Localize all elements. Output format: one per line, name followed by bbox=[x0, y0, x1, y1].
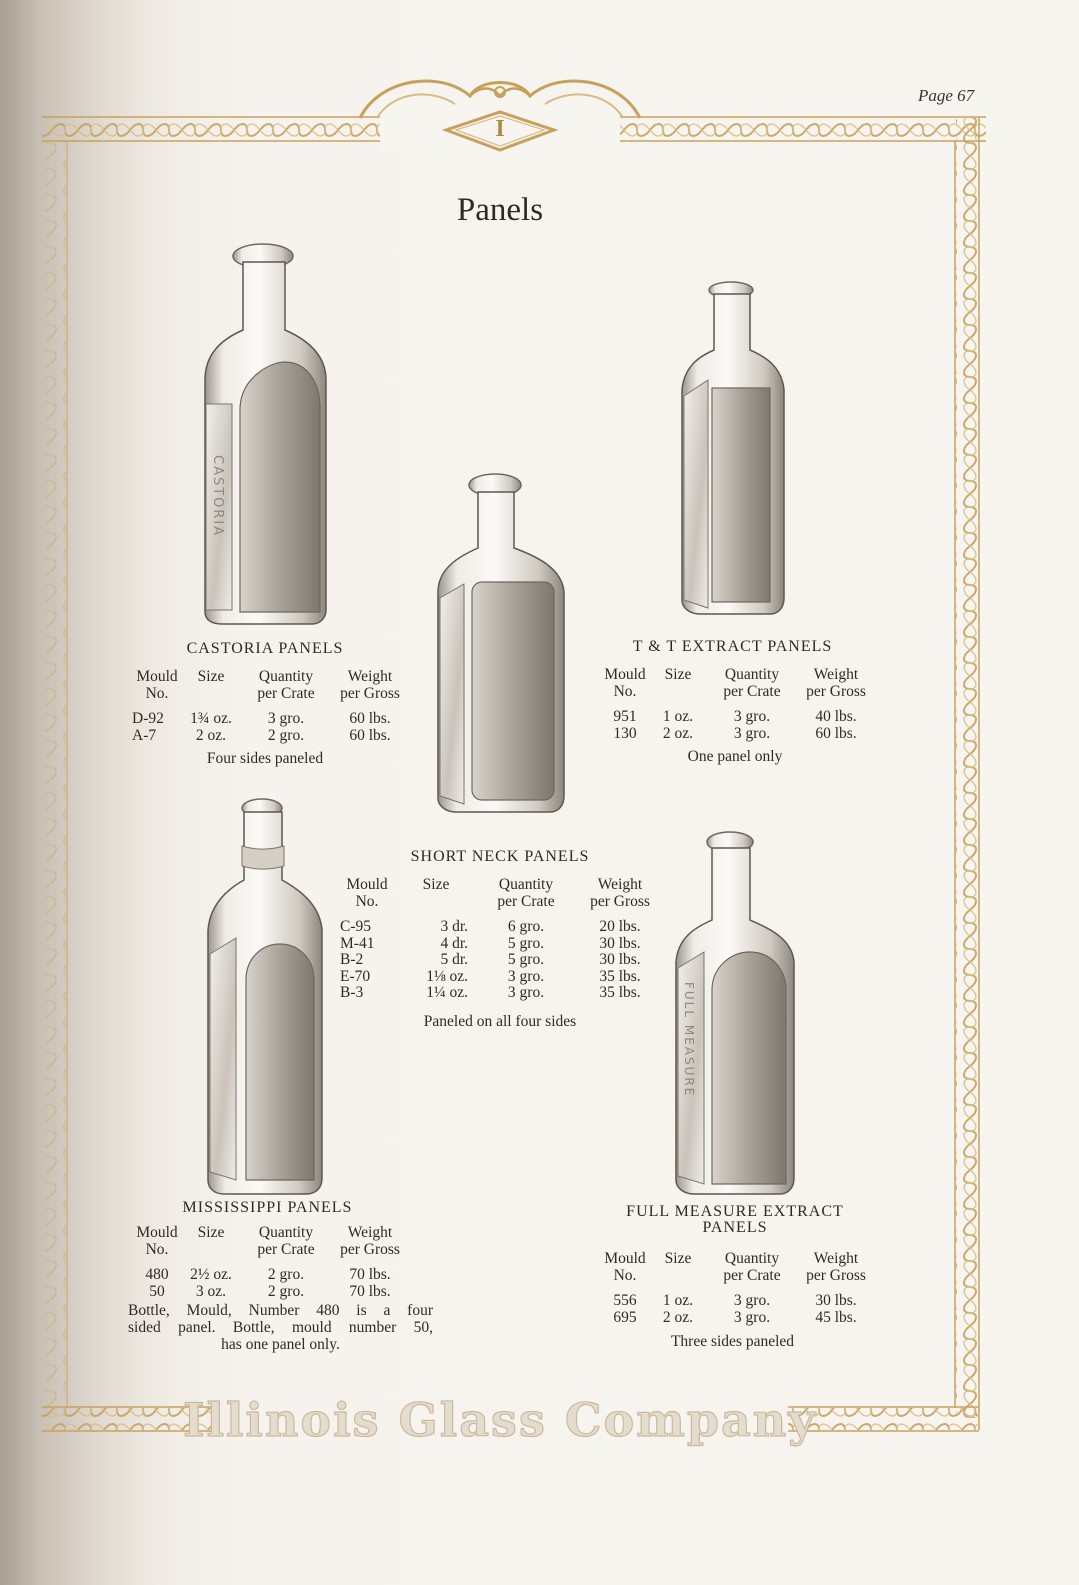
cell-qty: 2 gro. bbox=[267, 726, 305, 744]
table-row bbox=[340, 969, 666, 986]
table-row bbox=[132, 1284, 408, 1301]
header-quantity: Quantity bbox=[724, 666, 780, 683]
header-per-gross: per Gross bbox=[806, 682, 866, 700]
cell-weight: 70 lbs. bbox=[349, 1282, 391, 1300]
header-per-crate: per Crate bbox=[723, 682, 781, 700]
header-per-crate: per Crate bbox=[497, 892, 555, 910]
castoria-spec-table bbox=[132, 669, 408, 744]
mississippi-spec-table bbox=[132, 1225, 408, 1300]
header-mould: Mould bbox=[136, 668, 178, 685]
cell-weight: 35 lbs. bbox=[599, 967, 641, 985]
header-quantity: Quantity bbox=[724, 1250, 780, 1267]
cell-size: 1⅛ oz. bbox=[426, 967, 468, 985]
cell-size: 1¾ oz. bbox=[190, 710, 232, 727]
header-mould: Mould bbox=[604, 666, 646, 683]
header-weight: Weight bbox=[813, 1250, 859, 1267]
tt-extract-bottle-image bbox=[682, 282, 784, 614]
table-row bbox=[600, 709, 874, 726]
cell-mould: 695 bbox=[613, 1308, 637, 1326]
header-weight: Weight bbox=[597, 876, 643, 893]
cell-mould: C-95 bbox=[340, 918, 371, 935]
header-weight: Weight bbox=[347, 668, 393, 685]
cell-weight: 30 lbs. bbox=[599, 951, 641, 968]
cell-size: 5 dr. bbox=[440, 951, 468, 968]
header-mould: Mould bbox=[136, 1224, 178, 1241]
full-measure-caption-line-2: PANELS bbox=[702, 1219, 768, 1236]
tt-extract-caption: T & T EXTRACT PANELS bbox=[632, 638, 833, 655]
header-no: No. bbox=[145, 684, 169, 702]
cell-weight: 60 lbs. bbox=[349, 710, 391, 727]
tt-extract-note: One panel only bbox=[687, 748, 783, 765]
header-per-crate: per Crate bbox=[723, 1266, 781, 1284]
table-row bbox=[132, 1267, 408, 1284]
header-size: Size bbox=[197, 668, 225, 685]
cell-mould: E-70 bbox=[340, 967, 371, 985]
cell-size: 2½ oz. bbox=[190, 1266, 232, 1283]
mississippi-bottle-image bbox=[208, 799, 322, 1194]
table-row bbox=[600, 1293, 874, 1310]
full-measure-embossing: FULL MEASURE bbox=[682, 982, 696, 1098]
cell-mould: D-92 bbox=[132, 710, 164, 727]
cell-size: 1 oz. bbox=[662, 1292, 694, 1309]
header-weight: Weight bbox=[813, 666, 859, 683]
header-size: Size bbox=[422, 876, 450, 893]
footer-brand-text: Illinois Glass Company bbox=[183, 1393, 817, 1447]
header-no: No. bbox=[145, 1240, 169, 1258]
cell-qty: 3 gro. bbox=[267, 710, 305, 727]
short-neck-caption: SHORT NECK PANELS bbox=[410, 848, 590, 865]
cell-qty: 3 gro. bbox=[733, 708, 771, 725]
cell-weight: 60 lbs. bbox=[815, 724, 857, 742]
castoria-note: Four sides paneled bbox=[206, 750, 324, 767]
cell-qty: 5 gro. bbox=[507, 934, 545, 952]
cell-qty: 3 gro. bbox=[733, 1292, 771, 1309]
table-row bbox=[340, 919, 666, 936]
cell-mould: 50 bbox=[149, 1282, 165, 1300]
header-per-gross: per Gross bbox=[590, 892, 650, 910]
emblem-letter: I bbox=[495, 116, 505, 142]
castoria-bottle-image bbox=[205, 244, 326, 624]
cell-mould: 556 bbox=[613, 1292, 637, 1309]
cell-qty: 3 gro. bbox=[733, 1308, 771, 1326]
cell-mould: B-3 bbox=[340, 984, 364, 1001]
cell-weight: 30 lbs. bbox=[815, 1292, 857, 1309]
header-size: Size bbox=[664, 666, 692, 683]
header-no: No. bbox=[613, 682, 637, 700]
header-per-gross: per Gross bbox=[340, 684, 400, 702]
cell-qty: 5 gro. bbox=[507, 951, 545, 968]
header-quantity: Quantity bbox=[498, 876, 554, 893]
header-quantity: Quantity bbox=[258, 668, 314, 685]
header-per-crate: per Crate bbox=[257, 684, 315, 702]
header-size: Size bbox=[664, 1250, 692, 1267]
cell-mould: A-7 bbox=[132, 726, 157, 744]
cell-qty: 2 gro. bbox=[267, 1266, 305, 1283]
table-row bbox=[340, 936, 666, 953]
full-measure-note: Three sides paneled bbox=[670, 1333, 795, 1350]
mississippi-note-line-3: has one panel only. bbox=[221, 1336, 340, 1353]
cell-mould: 130 bbox=[613, 724, 637, 742]
cell-mould: 480 bbox=[145, 1266, 169, 1283]
cell-size: 2 oz. bbox=[195, 726, 227, 744]
footer-brand bbox=[0, 1393, 1000, 1447]
cell-qty: 2 gro. bbox=[267, 1282, 305, 1300]
header-per-crate: per Crate bbox=[257, 1240, 315, 1258]
cell-mould: B-2 bbox=[340, 951, 364, 968]
table-row bbox=[600, 1310, 874, 1327]
header-per-gross: per Gross bbox=[340, 1240, 400, 1258]
table-row bbox=[132, 728, 408, 745]
cell-mould: M-41 bbox=[340, 934, 375, 952]
full-measure-caption-line-1: FULL MEASURE EXTRACT bbox=[626, 1203, 844, 1220]
cell-size: 2 oz. bbox=[662, 1308, 694, 1326]
tt-extract-spec-table bbox=[600, 667, 874, 742]
mississippi-note-line-2: sided panel. Bottle, mould number 50, bbox=[128, 1319, 433, 1336]
header-no: No. bbox=[613, 1266, 637, 1284]
mississippi-caption: MISSISSIPPI PANELS bbox=[182, 1199, 353, 1216]
header-mould: Mould bbox=[604, 1250, 646, 1267]
cell-size: 1¼ oz. bbox=[426, 984, 468, 1001]
cell-size: 2 oz. bbox=[662, 724, 694, 742]
cell-weight: 60 lbs. bbox=[349, 726, 391, 744]
cell-qty: 6 gro. bbox=[507, 918, 545, 935]
cell-qty: 3 gro. bbox=[507, 967, 545, 985]
full-measure-spec-table bbox=[600, 1251, 874, 1326]
cell-weight: 30 lbs. bbox=[599, 934, 641, 952]
table-row bbox=[340, 985, 666, 1002]
cell-weight: 20 lbs. bbox=[599, 918, 641, 935]
page-title-text: Panels bbox=[456, 192, 544, 228]
cell-qty: 3 gro. bbox=[507, 984, 545, 1001]
cell-size: 3 dr. bbox=[440, 918, 468, 935]
short-neck-bottle-image bbox=[438, 474, 564, 812]
header-weight: Weight bbox=[347, 1224, 393, 1241]
cell-weight: 40 lbs. bbox=[815, 708, 857, 725]
header-per-gross: per Gross bbox=[806, 1266, 866, 1284]
cell-mould: 951 bbox=[613, 708, 637, 725]
cell-size: 1 oz. bbox=[662, 708, 694, 725]
castoria-embossing: CASTORIA bbox=[210, 455, 225, 538]
short-neck-spec-table bbox=[340, 877, 666, 1002]
cell-size: 4 dr. bbox=[440, 934, 468, 952]
cell-weight: 35 lbs. bbox=[599, 984, 641, 1001]
mississippi-note bbox=[128, 1302, 433, 1353]
table-row bbox=[600, 726, 874, 743]
page-number: Page 67 bbox=[918, 86, 975, 105]
full-measure-bottle-image bbox=[676, 832, 794, 1194]
header-mould: Mould bbox=[346, 876, 388, 893]
cell-qty: 3 gro. bbox=[733, 724, 771, 742]
mississippi-note-line-1: Bottle, Mould, Number 480 is a four bbox=[128, 1302, 433, 1319]
header-quantity: Quantity bbox=[258, 1224, 314, 1241]
header-size: Size bbox=[197, 1224, 225, 1241]
short-neck-note: Paneled on all four sides bbox=[423, 1013, 577, 1030]
table-row bbox=[340, 952, 666, 969]
cell-weight: 45 lbs. bbox=[815, 1308, 857, 1326]
castoria-caption: CASTORIA PANELS bbox=[186, 640, 344, 657]
table-row bbox=[132, 711, 408, 728]
cell-weight: 70 lbs. bbox=[349, 1266, 391, 1283]
header-no: No. bbox=[355, 892, 379, 910]
cell-size: 3 oz. bbox=[195, 1282, 227, 1300]
full-measure-caption bbox=[595, 1204, 875, 1236]
